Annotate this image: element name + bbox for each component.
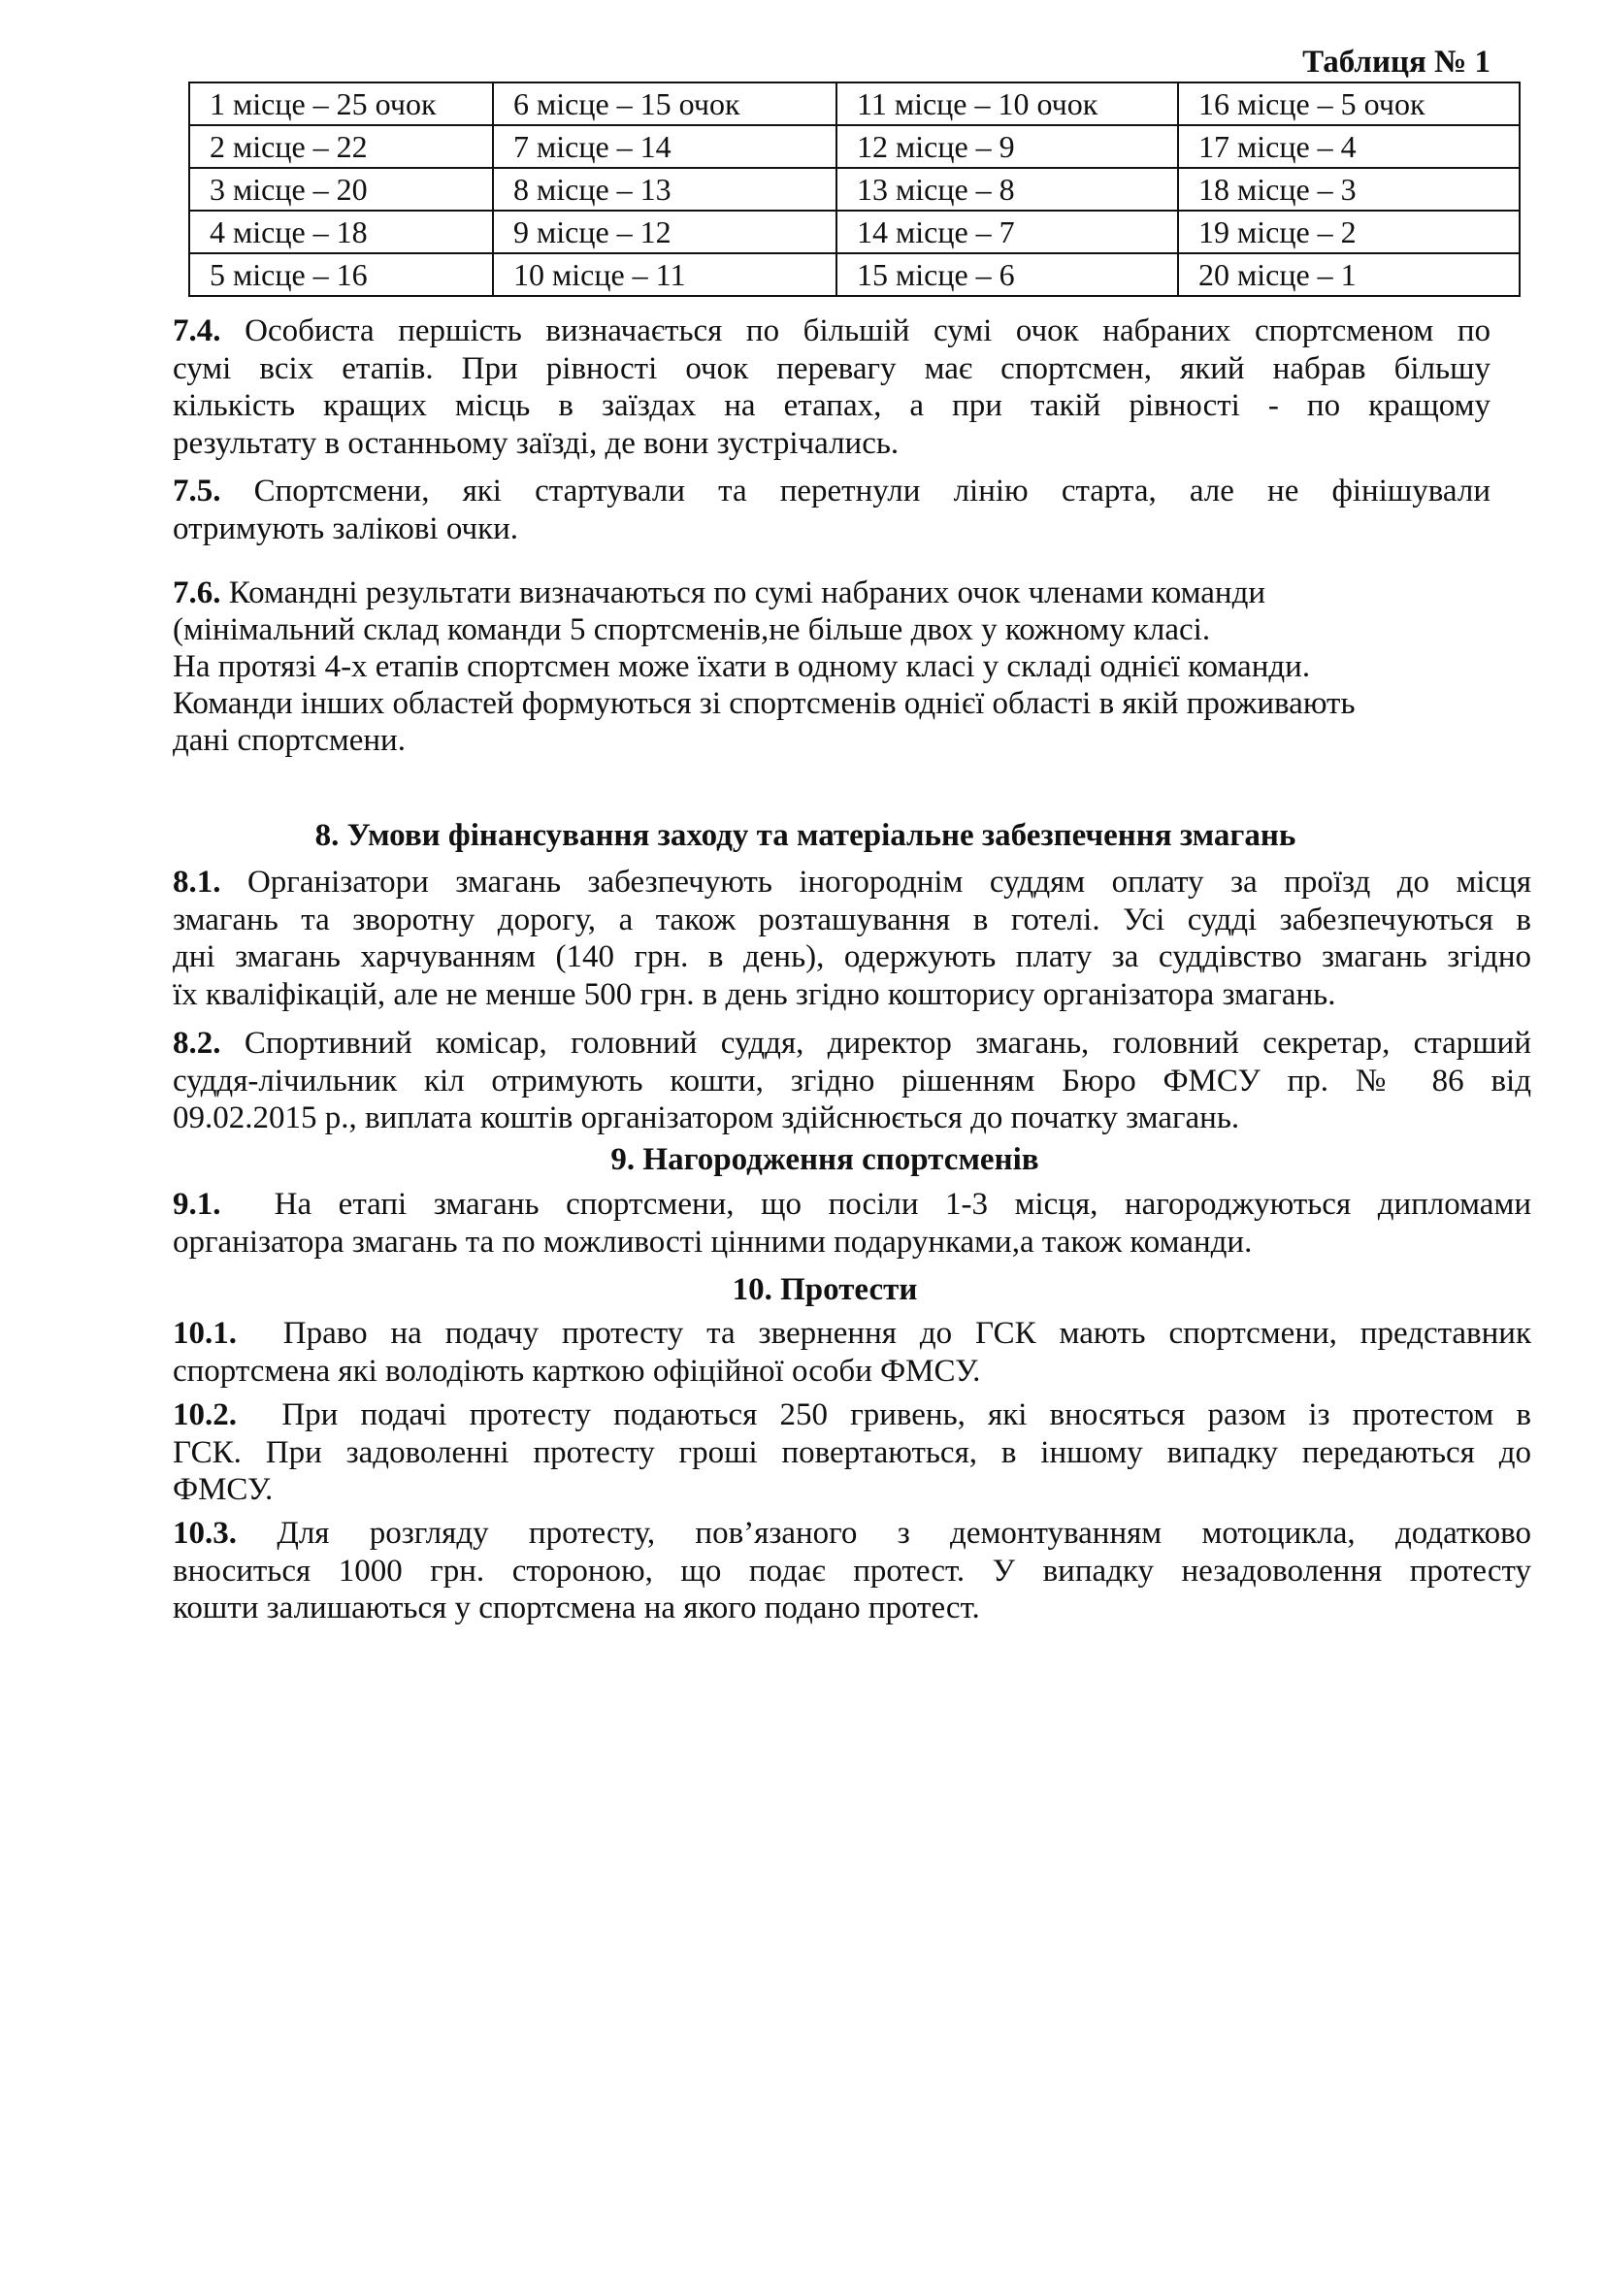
section-8-heading: 8. Умови фінансування заходу та матеріальне забезпечення змагань [314, 818, 1296, 853]
section-10-heading: 10. Протести [732, 1272, 918, 1307]
table-cell: 16 місце – 5 очок [1178, 82, 1520, 125]
clause-line [173, 473, 1490, 510]
table-cell: 15 місце – 6 [836, 253, 1178, 296]
clause-line: ФМСУ. [173, 1472, 274, 1507]
clause-text: Командні результати визначаються по сумі набраних очок членами команди [228, 575, 1266, 610]
table-cell: 19 місце – 2 [1178, 211, 1520, 253]
clause-number: 8.2. [173, 1026, 221, 1061]
clause-number: 7.6. [173, 575, 221, 610]
clause-line: організатора змагань та по можливості цінними подарунками,а також команди. [173, 1224, 1253, 1260]
clause-line: змагань та зворотну дорогу, а також розташування в готелі. Усі судді забезпечуються в [173, 902, 1531, 937]
table-cell: 14 місце – 7 [836, 211, 1178, 253]
clause-number: 7.4. [173, 313, 221, 348]
table-row [189, 168, 1520, 211]
clause-line [173, 1396, 1531, 1434]
table-cell: 10 місце – 11 [493, 253, 836, 296]
table-cell: 1 місце – 25 очок [189, 82, 493, 125]
table-row [189, 253, 1520, 296]
clause-8-2 [173, 1025, 1531, 1137]
clause-number: 10.1. [173, 1316, 237, 1351]
clause-number: 9.1. [173, 1187, 221, 1222]
clause-line: кількість кращих місць в заїздах на етапах, а при такій рівності - по кращому [173, 388, 1490, 423]
table-cell: 17 місце – 4 [1178, 125, 1520, 168]
clause-number: 10.2. [173, 1397, 237, 1432]
clause-10-3 [173, 1515, 1531, 1627]
clause-line [173, 1515, 1531, 1553]
table-cell: 11 місце – 10 очок [836, 82, 1178, 125]
clause-line [173, 1025, 1531, 1063]
section-9-heading: 9. Нагородження спортсменів [610, 1142, 1039, 1177]
clause-line: Команди інших областей формуються зі спортсменів однієї області в якій проживають [173, 686, 1356, 721]
clause-line: дані спортсмени. [173, 723, 406, 758]
clause-text: На етапі змагань спортсмени, що посіли 1-3 місця, нагороджуються дипломами [274, 1187, 1531, 1222]
clause-text: Право на подачу протесту та звернення до ГСК мають спортсмени, представник [282, 1316, 1531, 1351]
clause-7-5 [173, 473, 1490, 547]
table-cell: 4 місце – 18 [189, 211, 493, 253]
table-cell: 7 місце – 14 [493, 125, 836, 168]
clause-line [173, 864, 1531, 902]
clause-8-1 [173, 864, 1531, 1013]
table-cell: 9 місце – 12 [493, 211, 836, 253]
clause-line: вноситься 1000 грн. стороною, що подає протест. У випадку незадоволення протесту [173, 1553, 1531, 1589]
points-table [188, 82, 1521, 297]
table-cell: 20 місце – 1 [1178, 253, 1520, 296]
clause-line: отримують залікові очки. [173, 510, 519, 546]
clause-line: їх кваліфікацій, але не менше 500 грн. в день згідно кошторису організатора змагань. [173, 976, 1336, 1012]
table-cell: 6 місце – 15 очок [493, 82, 836, 125]
table-row [189, 125, 1520, 168]
clause-line: (мінімальний склад команди 5 спортсменів,не більше двох у кожному класі. [173, 612, 1211, 647]
table-cell: 2 місце – 22 [189, 125, 493, 168]
clause-line [173, 312, 1490, 350]
table-cell: 12 місце – 9 [836, 125, 1178, 168]
clause-number: 7.5. [173, 474, 221, 508]
clause-line: На протязі 4-х етапів спортсмен може їхати в одному класі у складі однієї команди. [173, 649, 1311, 684]
table-cell: 8 місце – 13 [493, 168, 836, 211]
clause-line: результату в останньому заїзді, де вони зустрічались. [173, 425, 900, 461]
table-cell: 18 місце – 3 [1178, 168, 1520, 211]
clause-line: суддя-лічильник кіл отримують кошти, згідно рішенням Бюро ФМСУ пр. № 86 від [173, 1063, 1531, 1099]
clause-number: 10.3. [173, 1516, 237, 1551]
table-cell: 13 місце – 8 [836, 168, 1178, 211]
clause-text: Спортсмени, які стартували та перетнули лінію старта, але не фінішували [253, 474, 1490, 508]
clause-text: Особиста першість визначається по більшій сумі очок набраних спортсменом по [245, 313, 1491, 348]
clause-line [173, 1186, 1531, 1224]
clause-line: кошти залишаються у спортсмена на якого подано протест. [173, 1591, 980, 1625]
clause-text: Для розгляду протесту, пов’язаного з демонтуванням мотоцикла, додатково [277, 1516, 1531, 1551]
table-cell: 5 місце – 16 [189, 253, 493, 296]
clause-7-4 [173, 312, 1490, 462]
clause-number: 8.1. [173, 865, 221, 900]
clause-line: дні змагань харчуванням (140 грн. в день), одержують плату за суддівство змагань згідно [173, 939, 1531, 974]
clause-7-6 [173, 574, 1531, 759]
clause-text: Спортивний комісар, головний суддя, директор змагань, головний секретар, старший [244, 1026, 1532, 1061]
clause-9-1 [173, 1186, 1531, 1261]
table-caption: Таблиця № 1 [1302, 45, 1490, 80]
table-row [189, 211, 1520, 253]
table-cell: 3 місце – 20 [189, 168, 493, 211]
table-row [189, 82, 1520, 125]
clause-line [173, 1315, 1531, 1353]
clause-line: 09.02.2015 р., виплата коштів організатором здійснюється до початку змагань. [173, 1100, 1240, 1135]
clause-10-2 [173, 1396, 1531, 1509]
clause-text: Організатори змагань забезпечують іногороднім суддям оплату за проїзд до місця [246, 865, 1531, 900]
clause-line [173, 574, 1531, 611]
clause-text: При подачі протесту подаються 250 гривень, які вносяться разом із протестом в [281, 1397, 1532, 1432]
clause-line: сумі всіх етапів. При рівності очок перевагу має спортсмен, який набрав більшу [173, 350, 1490, 386]
clause-line: спортсмена які володіють карткою офіційної особи ФМСУ. [173, 1353, 981, 1389]
clause-line: ГСК. При задоволенні протесту гроші повертаються, в іншому випадку передаються до [173, 1434, 1531, 1470]
clause-10-1 [173, 1315, 1531, 1390]
